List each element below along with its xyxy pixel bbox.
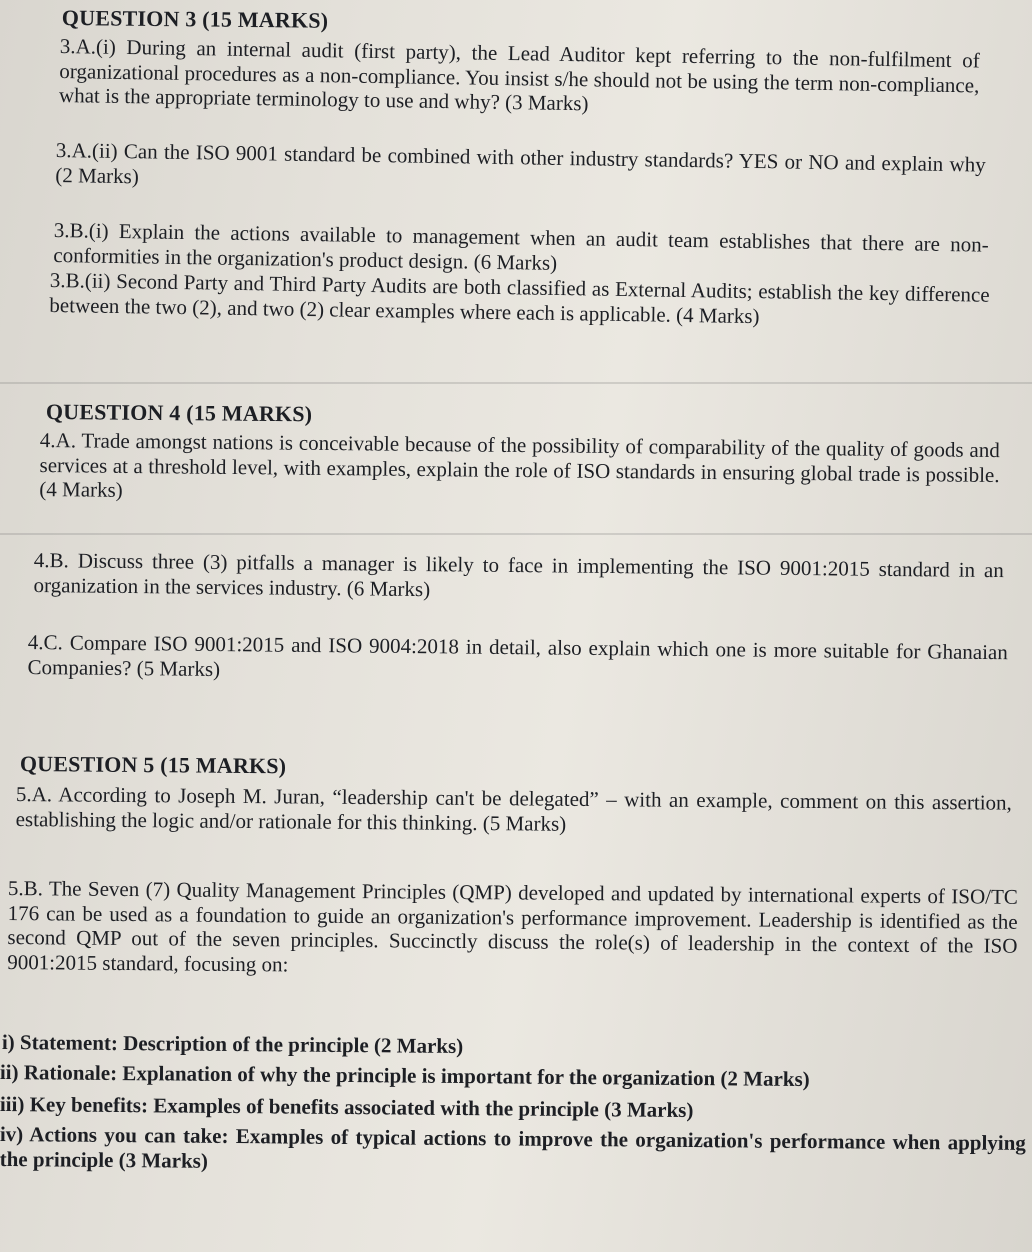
question-5b-item-1: i) Statement: Description of the principle (2 Marks): [1, 1030, 464, 1059]
question-4-heading: QUESTION 4 (15 MARKS): [45, 399, 313, 427]
question-4c: 4.C. Compare ISO 9001:2015 and ISO 9004:2018 in detail, also explain which one is more suitable for Ghanaian Companies? (5 Marks): [27, 630, 1008, 681]
question-3-heading: QUESTION 3 (15 MARKS): [61, 5, 329, 33]
question-5b-item-4: iv) Actions you can take: Examples of typical actions to improve the organization's performance when applying the principle (3 Marks): [0, 1122, 1026, 1173]
paper-crease: [0, 533, 1032, 535]
question-5a: 5.A. According to Joseph M. Juran, “leadership can't be delegated” – with an example, comment on this assertion, establishing the logic and/or rationale for this thinking. (5 Marks): [15, 782, 1012, 836]
question-4b: 4.B. Discuss three (3) pitfalls a manager is likely to face in implementing the ISO 9001:2015 standard in an organization in the services industry. (6 Marks): [33, 548, 1004, 601]
question-3a-i: 3.A.(i) During an internal audit (first party), the Lead Auditor kept referring to the non-fulfilment of organizational procedures as a non-compliance. You insist s/he should not be using the term non-compliance, what is the appropriate terminology to use and why? (3 Marks): [58, 34, 980, 116]
question-3b-ii: 3.B.(ii) Second Party and Third Party Audits are both classified as External Audits; establish the key difference between the two (2), and two (2) clear examples where each is applicable. (4 Marks): [49, 268, 990, 328]
question-4a: 4.A. Trade amongst nations is conceivable because of the possibility of comparability of the quality of goods and services at a threshold level, with examples, explain the role of ISO standards in ensuring global trade is possible. (4 Marks): [39, 428, 1000, 502]
question-3b-i: 3.B.(i) Explain the actions available to management when an audit team establishes that there are non-conformities in the organization's product design. (6 Marks): [53, 218, 989, 275]
question-5b-item-2: ii) Rationale: Explanation of why the principle is important for the organization (2 Marks): [0, 1060, 810, 1092]
question-3a-ii: 3.A.(ii) Can the ISO 9001 standard be combined with other industry standards? YES or NO and explain why (2 Marks): [55, 138, 986, 188]
question-5b-item-3: iii) Key benefits: Examples of benefits associated with the principle (3 Marks): [0, 1092, 694, 1123]
paper-crease: [0, 382, 1032, 384]
question-5b: 5.B. The Seven (7) Quality Management Principles (QMP) developed and updated by international experts of ISO/TC 176 can be used as a foundation to guide an organization's performance improvement. Leadership is identified as the second QMP out of the seven principles. Succinctly discuss the role(s) of leadership in the context of the ISO 9001:2015 standard, focusing on:: [7, 876, 1018, 976]
question-5-heading: QUESTION 5 (15 MARKS): [19, 751, 287, 779]
